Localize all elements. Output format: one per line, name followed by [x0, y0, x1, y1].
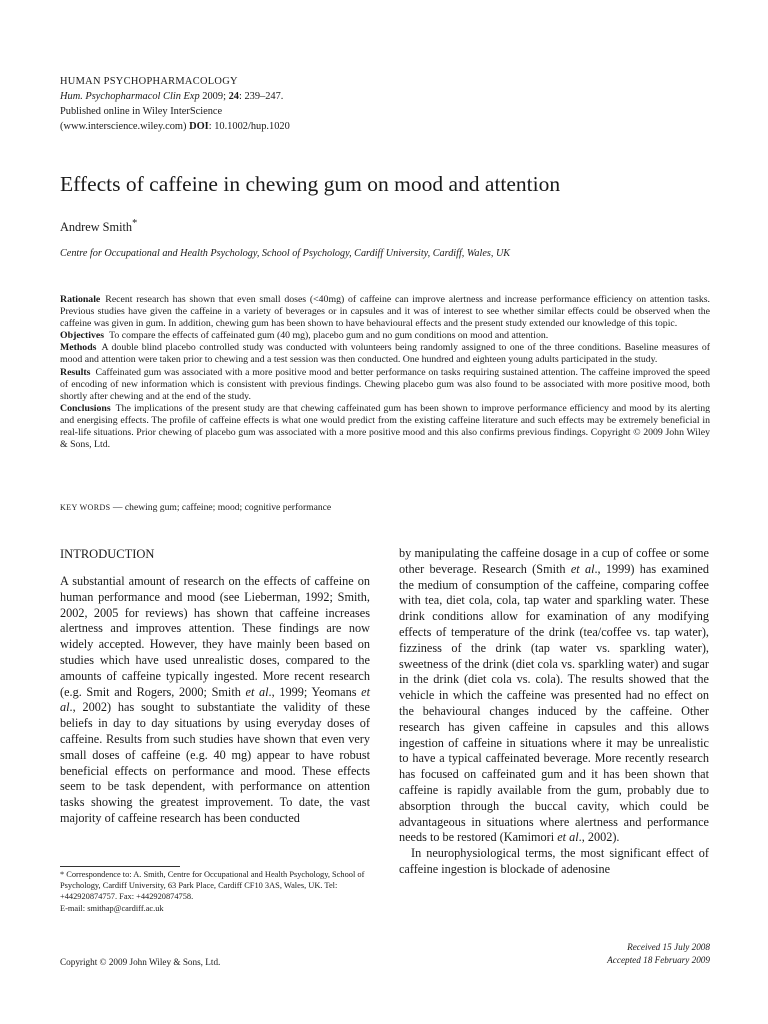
footnote-divider	[60, 866, 180, 867]
citation-year: 2009;	[199, 91, 229, 102]
doi-line	[60, 119, 290, 134]
author-name: Andrew Smith	[60, 220, 133, 235]
paper-title: Effects of caffeine in chewing gum on mood and attention	[60, 172, 561, 196]
footnote-address: * Correspondence to: A. Smith, Centre for Occupational and Health Psychology, School of Psychology, Cardiff University, 63 Park Place, Cardiff CF10 3AS, Wales, UK. Tel: +442920874757. Fax: +442920874758.	[60, 870, 365, 902]
citation-journal: Hum. Psychopharmacol Clin Exp	[60, 91, 200, 102]
intro-paragraph-2: In neurophysiological terms, the most significant effect of caffeine ingestion is blockade of adenosine	[399, 846, 709, 876]
abstract-rationale	[60, 294, 710, 330]
methods-label: Methods	[60, 342, 97, 354]
methods-text: A double blind placebo controlled study was conducted with volunteers being randomly assigned to one of the three conditions. Baseline measures of mood and attention were taken prior to chewing and a test session was then conducted. One hundred and eighteen young adults participated in the study.	[60, 342, 710, 366]
doi-label: DOI	[189, 121, 209, 132]
keywords-label: KEY WORDS	[60, 503, 111, 512]
intro-text: by manipulating the caffeine dosage in a cup of coffee or some other beverage. Research (Smith	[399, 546, 709, 576]
intro-paragraph-1-continued	[399, 546, 709, 846]
intro-paragraph-1	[60, 574, 370, 827]
intro-text: ., 1999) has examined the medium of consumption of the caffeine, comparing coffee with tea, diet cola, cola, tap water and sparkling water. These drink conditions allow for examination of any modifying effects of temperature of the drink (tea/coffee vs. tap water), fizziness of the drink (tap water vs. sparkling water), sweetness of the drink (diet cola vs. sparkling water) and sugar in the drink (diet cola vs. cola). The results showed that the vehicle in which the caffeine was presented had no effect on the behavioural changes induced by the caffeine. Other research has given caffeine in capsules and this allows ingestion of caffeine in situations where it may be unrealistic to have a typical caffeinated beverage. More recently research has focused on caffeinated gum and it has been shown that caffeine is rapidly available from the gum, probably due to absorption through the buccal cavity, which could be advantageous in situations where alertness and performance needs to be restored (Kamimori	[399, 561, 709, 845]
received-accepted-dates	[607, 941, 710, 966]
objectives-label: Objectives	[60, 330, 105, 342]
et-al: et al	[557, 830, 579, 845]
affiliation: Centre for Occupational and Health Psychology, School of Psychology, Cardiff University, Cardiff, Wales, UK	[60, 248, 511, 259]
published-line: Published online in Wiley InterScience	[60, 106, 223, 117]
section-heading-introduction: INTRODUCTION	[60, 547, 155, 561]
column-left	[60, 546, 370, 827]
et-al: et al	[60, 684, 370, 715]
copyright-notice: Copyright © 2009 John Wiley & Sons, Ltd.	[60, 957, 221, 967]
abstract-objectives	[60, 330, 710, 342]
abstract	[60, 294, 710, 451]
correspondence-footnote	[60, 869, 370, 914]
site-link[interactable]: (www.interscience.wiley.com)	[60, 121, 190, 132]
received-date: Received 15 July 2008	[627, 942, 710, 952]
objectives-text: To compare the effects of caffeinated gum (40 mg), placebo gum and no gum conditions on mood and attention.	[109, 330, 549, 342]
abstract-results	[60, 367, 710, 403]
et-al: et al	[570, 561, 595, 576]
keywords	[60, 502, 331, 513]
column-right	[399, 546, 709, 878]
et-al: et al	[245, 684, 269, 699]
results-text: Caffeinated gum was associated with a more positive mood and better performance on tasks requiring sustained attention. The caffeine improved the speed of encoding of new information which is consistent with previous findings. Chewing placebo gum was also found to be associated with more positive mood, both shortly after chewing and at the end of the study.	[60, 366, 710, 402]
intro-text: ., 1999; Yeomans	[268, 684, 362, 699]
conclusions-label: Conclusions	[60, 402, 111, 414]
paper-page	[60, 0, 710, 1024]
rationale-text: Recent research has shown that even small doses (<40mg) of caffeine can improve alertness and increase performance efficiency on attention tasks. Previous studies have given the caffeine in a variety of beverages or in capsules and it was of interest to see whether similar effects could be observed when the caffeine was given in gum. In addition, chewing gum has been shown to have behavioural effects and the present study extended our knowledge of this topic.	[60, 294, 710, 330]
rationale-label: Rationale	[60, 294, 101, 305]
intro-text: A substantial amount of research on the effects of caffeine on human performance and mood (see Lieberman, 1992; Smith, 2002, 2005 for reviews) has shown that caffeine increases alertness and improves attention. These findings are now widely accepted. However, they have mainly been based on studies which have used unrealistic doses, compared to the amounts of caffeine typically ingested. More recent research (e.g. Smit and Rogers, 2000; Smith	[60, 574, 370, 699]
intro-text: ., 2002).	[578, 830, 620, 845]
conclusions-text: The implications of the present study are that chewing caffeinated gum has been shown to improve performance efficiency and mood by its alerting and energising effects. The profile of caffeine effects is what one would predict from the existing caffeine literature and such effects may be extremely beneficial in real-life situations. Prior chewing of placebo gum was associated with a more positive mood and this also confirms previous findings. Copyright © 2009 John Wiley & Sons, Ltd.	[60, 402, 710, 451]
journal-header	[60, 74, 290, 134]
abstract-methods	[60, 342, 710, 366]
journal-name: HUMAN PSYCHOPHARMACOLOGY	[60, 76, 238, 87]
abstract-conclusions	[60, 403, 710, 451]
footnote-email[interactable]: E-mail: smithap@cardiff.ac.uk	[60, 903, 164, 913]
keywords-text: — chewing gum; caffeine; mood; cognitive performance	[112, 502, 332, 513]
citation-line	[60, 89, 290, 104]
accepted-date: Accepted 18 February 2009	[607, 954, 710, 965]
intro-text: ., 2002) has sought to substantiate the validity of these beliefs in day to day situations by using everyday doses of caffeine. Results from such studies have shown that even very small doses of caffeine (e.g. 40 mg) appear to have robust beneficial effects on performance and mood. These effects seem to be task dependent, with performance on attention tasks showing the greatest improvement. To date, the vast majority of caffeine research has been conducted	[60, 700, 370, 825]
citation-volume: 24	[228, 91, 239, 102]
results-label: Results	[60, 366, 91, 378]
doi-value[interactable]: : 10.1002/hup.1020	[208, 121, 290, 132]
author-footnote-mark: *	[132, 218, 138, 229]
author-line	[60, 218, 137, 235]
citation-pages: : 239–247.	[238, 91, 284, 102]
